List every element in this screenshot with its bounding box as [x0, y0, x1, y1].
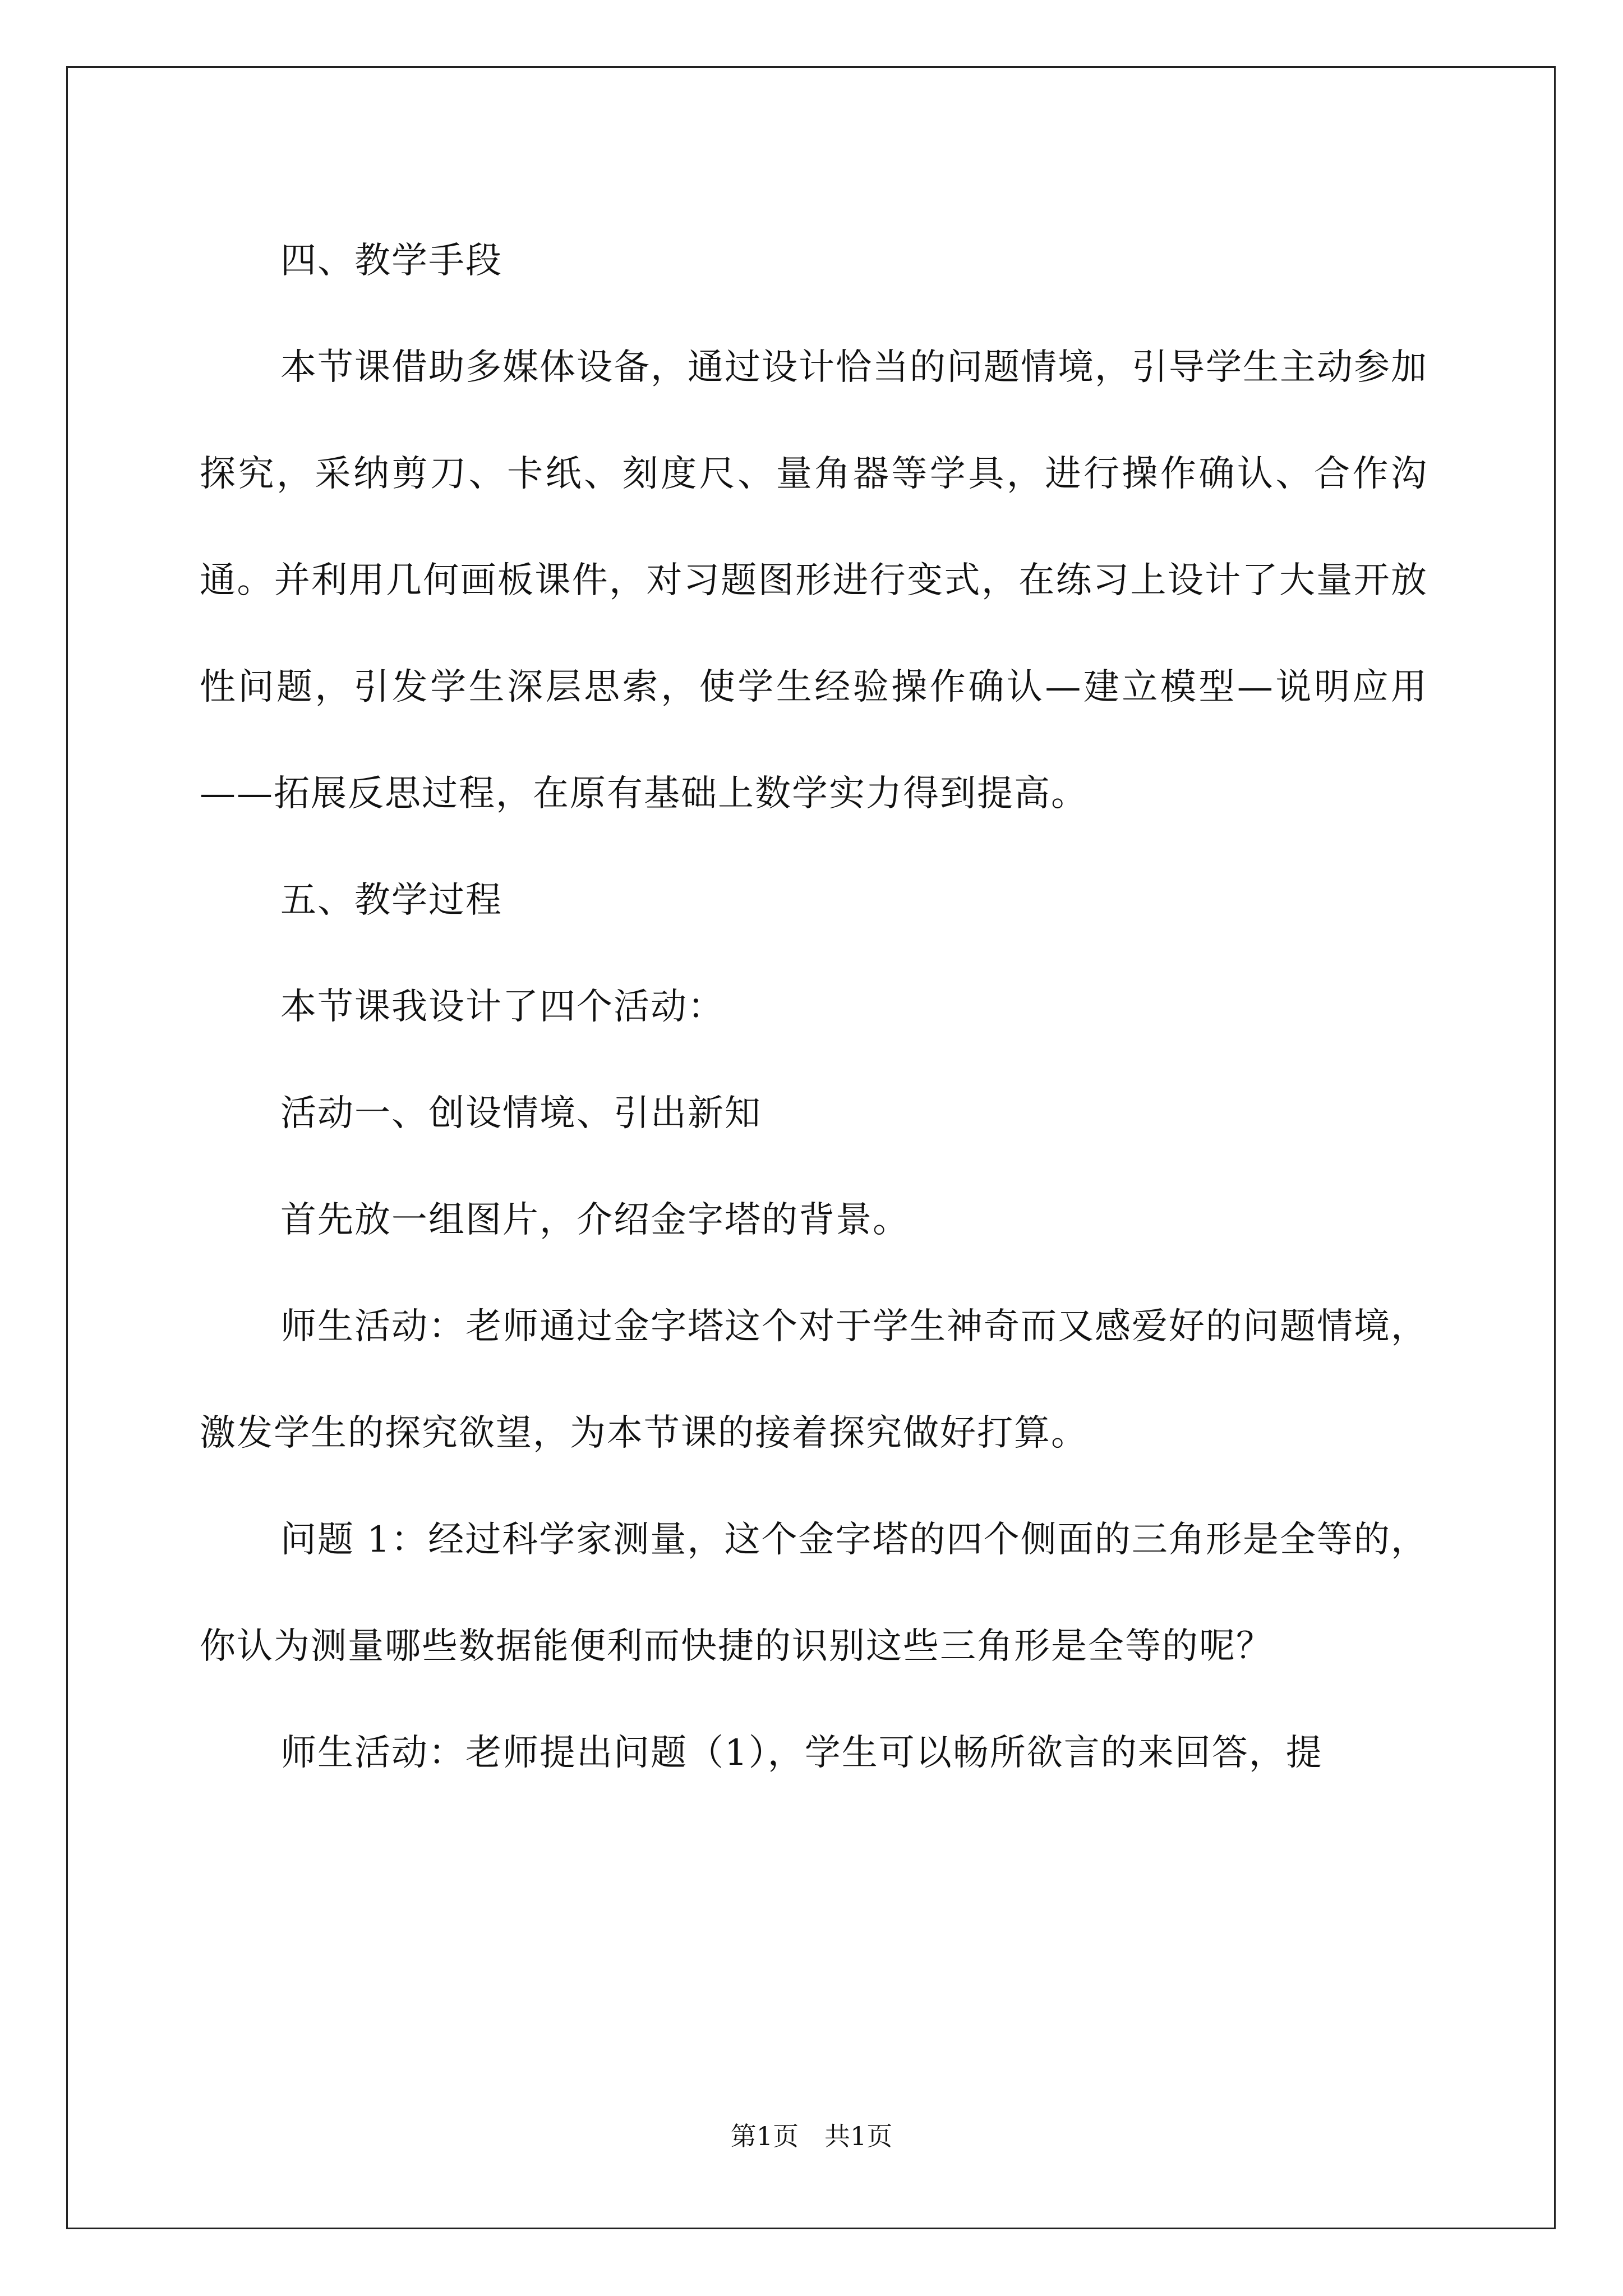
document-body [200, 208, 1428, 1806]
page-footer [0, 2119, 1623, 2153]
page-number-current: 第1页 [730, 2121, 799, 2151]
paragraph-activities-intro: 本节课我设计了四个活动： [280, 986, 725, 1028]
paragraph-pyramid-intro: 首先放一组图片，介绍金字塔的背景。 [280, 1199, 910, 1241]
paragraph-teacher-student-activity-1: 师生活动：老师通过金字塔这个对于学生神奇而又感爱好的问题情境，激发学生的探究欲望，为本节课的接着探究做好打算。 [200, 1306, 1428, 1454]
heading-teaching-process: 五、教学过程 [280, 880, 502, 921]
paragraph-teaching-means: 本节课借助多媒体设备，通过设计恰当的问题情境，引导学生主动参加探究，采纳剪刀、卡纸、刻度尺、量角器等学具，进行操作确认、合作沟通。并利用几何画板课件，对习题图形进行变式，在练习上设计了大量开放性问题，引发学生深层思索，使学生经验操作确认—建立模型—说明应用——拓展反思过程，在原有基础上数学实力得到提高。 [200, 347, 1428, 815]
heading-activity-one: 活动一、创设情境、引出新知 [280, 1093, 762, 1134]
heading-teaching-means: 四、教学手段 [280, 240, 502, 282]
page-number-total: 共1页 [824, 2121, 893, 2151]
paragraph-question-1: 问题 1：经过科学家测量，这个金字塔的四个侧面的三角形是全等的，你认为测量哪些数据能便利而快捷的识别这些三角形是全等的呢？ [200, 1519, 1428, 1667]
paragraph-teacher-student-activity-2: 师生活动：老师提出问题（1），学生可以畅所欲言的来回答，提 [280, 1732, 1323, 1774]
